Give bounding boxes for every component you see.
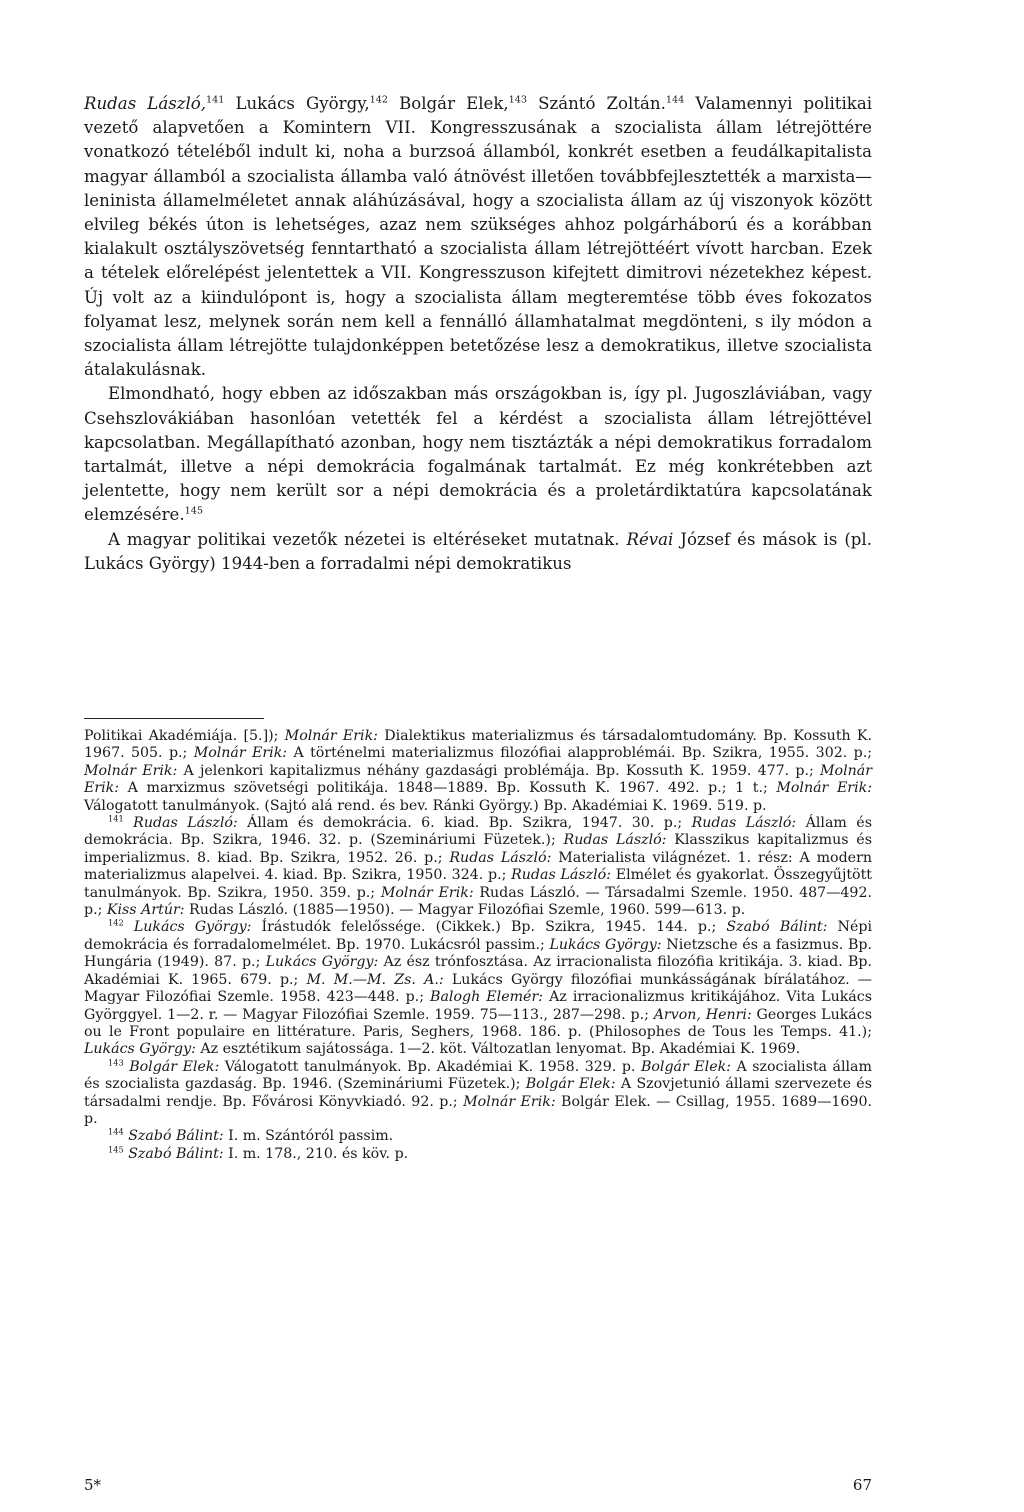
cited-author: Arvon, Henri:	[653, 1006, 752, 1023]
citation-text: Rudas László. (1885—1950). — Magyar Filozófiai Szemle, 1960. 599—613. p.	[184, 902, 746, 919]
cited-author: Bolgár Elek:	[129, 1058, 220, 1075]
cited-author: Molnár Erik:	[463, 1093, 556, 1110]
footnote-body	[128, 1146, 408, 1162]
printer-signature: 5*	[84, 1476, 102, 1494]
footnote-separator	[84, 718, 264, 719]
footnote-143	[84, 1056, 872, 1129]
citation-text: Lukács György filozófiai munkásságának bírálatához. — Magyar Filozófiai Szemle. 1958. 423—448. p.;	[84, 971, 872, 1006]
citation-text: Dialektikus materializmus és társadalomtudomány. Bp. Kossuth K. 1967. 505. p.;	[84, 728, 873, 762]
footnote-body	[84, 815, 872, 918]
citation-text: Állam és demokrácia. Bp. Szikra, 1946. 32. p. (Szemináriumi Füzetek.);	[84, 815, 872, 849]
cited-author: Balogh Elemér:	[430, 989, 544, 1006]
paragraph-2	[84, 382, 872, 527]
citation-text: A Szovjetunió állami szervezete és társadalmi rendje. Bp. Fővárosi Könyvkiadó. 92. p.;	[84, 1076, 872, 1110]
citation-text: Állam és demokrácia. 6. kiad. Bp. Szikra, 1947. 30. p.;	[237, 815, 692, 832]
footnote-141	[84, 815, 872, 919]
cited-author: Lukács György:	[133, 919, 252, 936]
cited-author: Kiss Artúr:	[106, 902, 185, 919]
citation-text: Nietzsche és a fasizmus. Bp. Hungária (1949). 87. p.;	[84, 936, 872, 971]
cited-author: Szabó Bálint:	[128, 1128, 224, 1145]
footnote-ref-142: 142	[369, 94, 388, 106]
citation-text: Politikai Akadémiája. [5.]);	[84, 728, 285, 744]
footnote-number: 143	[108, 1056, 124, 1067]
cited-author: Rudas László:	[449, 849, 552, 866]
main-text	[84, 92, 872, 576]
footnote-body	[128, 1128, 393, 1144]
footnote-number: 145	[108, 1144, 124, 1155]
cited-author: Rudas László:	[691, 815, 797, 832]
cited-author: Lukács György:	[265, 954, 379, 971]
footnote-body	[84, 919, 872, 1057]
paragraph-3	[84, 528, 872, 576]
citation-text: I. m. 178., 210. és köv. p.	[223, 1145, 409, 1162]
citation-text: Az esztétikum sajátossága. 1—2. köt. Változatlan lenyomat. Bp. Akadémiai K. 1969.	[195, 1041, 801, 1058]
citation-text: Az ész trónfosztása. Az irracionalista filozófia kritikája. 3. kiad. Bp. Akadémiai K. 1965. 679. p.;	[84, 954, 872, 988]
footnote-continuation	[84, 728, 872, 815]
citation-text: Elmélet és gyakorlat. Összegyűjtött tanulmányok. Bp. Szikra, 1950. 359. p.;	[84, 867, 872, 901]
cited-author: Rudas László:	[511, 867, 611, 884]
citation-text: Bolgár Elek. — Csillag, 1955. 1689—1690. p.	[84, 1093, 872, 1127]
text-segment: Elmondható, hogy ebben az időszakban más országokban is, így pl. Jugoszláviában, vagy Csehszlovákiában hasonlóan vetették fel a kérdést a szocialista állam létrejöttével kapcsolatban. Megállapítható azonban, hogy nem tisztázták a népi demokratikus forradalom tartalmát, illetve a népi demokrácia fogalmának tartalmát. Ez még konkrétebben azt jelentette, hogy nem került sor a népi demokrácia és a proletárdiktatúra kapcsolatának elemzésére.	[84, 384, 872, 525]
cited-author: Bolgár Elek:	[640, 1058, 731, 1075]
footnote-144	[84, 1128, 872, 1145]
text-segment: Szántó Zoltán.	[527, 94, 666, 113]
citation-text: Klasszikus kapitalizmus és imperializmus. 8. kiad. Bp. Szikra, 1952. 26. p.;	[84, 832, 872, 866]
citation-text: A szocialista állam és szocialista gazdaság. Bp. 1946. (Szemináriumi Füzetek.);	[84, 1058, 872, 1093]
footnote-ref-143: 143	[508, 94, 528, 106]
footnote-142	[84, 919, 872, 1058]
cited-author: Rudas László:	[133, 815, 238, 832]
author-name-rudas: Rudas László,	[84, 94, 207, 113]
footnote-ref-145: 145	[184, 505, 203, 517]
citation-text: A történelmi materializmus filozófiai alapproblémái. Bp. Szikra, 1955. 302. p.;	[287, 745, 873, 762]
footnote-number: 142	[108, 917, 124, 928]
cited-author: Molnár Erik:	[84, 762, 178, 779]
citation-text: Írástudók felelőssége. (Cikkek.) Bp. Szikra, 1945. 144. p.;	[251, 919, 727, 936]
footnote-number: 141	[108, 813, 124, 824]
footnote-ref-141: 141	[206, 94, 225, 106]
author-name-revai: Révai	[626, 529, 674, 549]
text-segment: A magyar politikai vezetők nézetei is eltéréseket mutatnak.	[108, 529, 627, 549]
cited-author: Bolgár Elek:	[525, 1076, 616, 1093]
citation-text: Materialista világnézet. 1. rész: A modern materializmus alapelvei. 4. kiad. Bp. Szikra, 1950. 324. p.;	[84, 849, 873, 884]
footnote-ref-144: 144	[665, 94, 685, 106]
text-segment: Lukács György,	[224, 94, 370, 113]
text-segment: József és mások is (pl. Lukács György) 1944-ben a forradalmi népi demokratikus	[84, 529, 872, 573]
cited-author: M. M.—M. Zs. A.:	[306, 971, 444, 988]
citation-text: A marxizmus szövetségi politikája. 1848—1889. Bp. Kossuth K. 1967. 492. p.; 1 t.;	[119, 780, 777, 797]
cited-author: Rudas László:	[563, 832, 667, 849]
citation-text: A jelenkori kapitalizmus néhány gazdasági problémája. Bp. Kossuth K. 1959. 477. p.;	[177, 762, 821, 779]
cited-author: Szabó Bálint:	[128, 1145, 224, 1162]
cited-author: Molnár Erik:	[284, 728, 378, 744]
citation-text: Az irracionalizmus kritikájához. Vita Lukács Györggyel. 1—2. r. — Magyar Filozófiai Szemle. 1959. 75—113., 287—298. p.;	[84, 989, 872, 1023]
footnotes	[84, 728, 872, 1163]
citation-text: Válogatott tanulmányok. (Sajtó alá rend. és bev. Ránki György.) Bp. Akadémiai K. 1969. 519. p.	[84, 797, 767, 814]
citation-text: Rudas László. — Társadalmi Szemle. 1950. 487—492. p.;	[84, 884, 872, 919]
footnote-body	[84, 1056, 872, 1127]
citation-text: Válogatott tanulmányok. Bp. Akadémiai K. 1958. 329. p.	[219, 1058, 641, 1075]
citation-text: I. m. Szántóról passim.	[223, 1128, 394, 1145]
cited-author: Molnár Erik:	[776, 780, 873, 797]
text-segment: Valamennyi politikai vezető alapvetően a Komintern VII. Kongresszusának a szocialista állam létrejöttére vonatkozó tételéből indult ki, noha a burzsoá államból, konkrét esetben a feudálkapitalista magyar államból a szocialista államba való átnövést illetően továbbfejlesztették a marxista—leninista államelméletet annak aláhúzásával, hogy a szocialista állam az új viszonyok között elvileg békés úton is lehetséges, azaz nem szükséges ahhoz polgárháború és a korábban kialakult osztályszövetség fenntartható a szocialista állam létrejöttéért vívott harcban. Ezek a tételek előrelépést jelentettek a VII. Kongresszuson kifejtett dimitrovi nézetekhez képest. Új volt az a kiindulópont is, hogy a szocialista állam megteremtése több éves fokozatos folyamat lesz, melynek során nem kell a fennálló államhatalmat megdönteni, s ily módon a szocialista állam létrejötte tulajdonképpen betetőzése lesz a demokratikus, illetve szocialista átalakulásnak.	[84, 94, 873, 380]
footnote-number: 144	[108, 1126, 124, 1137]
cited-author: Molnár Erik:	[84, 762, 873, 797]
page-number: 67	[852, 1476, 872, 1494]
text-segment: Bolgár Elek,	[387, 94, 509, 113]
cited-author: Szabó Bálint:	[726, 919, 828, 936]
paragraph-1	[84, 92, 872, 382]
cited-author: Lukács György:	[84, 1041, 196, 1058]
citation-text: Georges Lukács ou le Front populaire en littérature. Paris, Seghers, 1968. 186. p. (Philosophes de Tous les Temps. 41.);	[84, 1006, 872, 1040]
page-footer	[84, 1476, 872, 1500]
cited-author: Lukács György:	[549, 936, 662, 953]
cited-author: Molnár Erik:	[380, 884, 474, 901]
footnote-145	[84, 1146, 872, 1163]
citation-text: Népi demokrácia és forradalomelmélet. Bp. 1970. Lukácsról passim.;	[84, 919, 872, 953]
cited-author: Molnár Erik:	[193, 745, 288, 762]
